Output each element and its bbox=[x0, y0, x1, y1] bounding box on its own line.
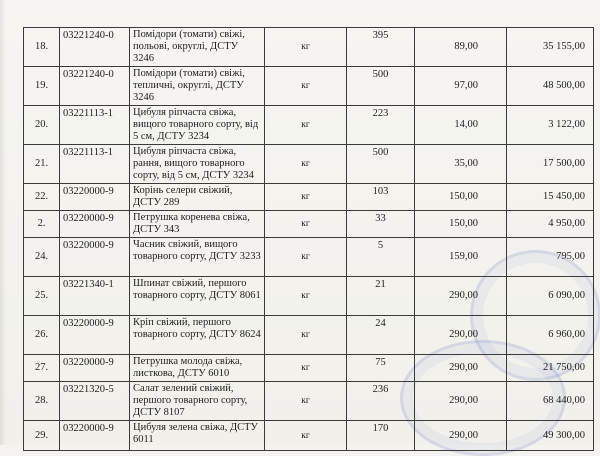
price-cell: 150,00 bbox=[415, 184, 507, 211]
price-cell: 97,00 bbox=[415, 67, 507, 106]
row-number-cell: 2. bbox=[24, 211, 60, 238]
total-cell: 3 122,00 bbox=[507, 106, 594, 145]
unit-cell: кг bbox=[265, 184, 347, 211]
table-row bbox=[24, 211, 594, 238]
unit-cell: кг bbox=[265, 106, 347, 145]
product-name-cell: Петрушка молода свіжа, листкова, ДСТУ 6010 bbox=[130, 355, 265, 382]
total-cell: 795,00 bbox=[507, 238, 594, 277]
product-name-cell: Помідори (томати) свіжі, тепличні, округлі, ДСТУ 3246 bbox=[130, 67, 265, 106]
dk-code-cell: 03220000-9 bbox=[60, 184, 130, 211]
quantity-cell: 223 bbox=[347, 106, 415, 145]
products-table bbox=[23, 27, 594, 451]
table-row bbox=[24, 106, 594, 145]
price-cell: 35,00 bbox=[415, 145, 507, 184]
product-name-cell: Цибуля зелена свіжа, ДСТУ 6011 bbox=[130, 421, 265, 451]
unit-cell: кг bbox=[265, 277, 347, 316]
product-name-cell: Шпинат свіжий, першого товарного сорту, ДСТУ 8061 bbox=[130, 277, 265, 316]
price-cell: 159,00 bbox=[415, 238, 507, 277]
table-row bbox=[24, 67, 594, 106]
total-cell: 4 950,00 bbox=[507, 211, 594, 238]
row-number-cell: 18. bbox=[24, 28, 60, 67]
table-row bbox=[24, 421, 594, 451]
total-cell: 6 960,00 bbox=[507, 316, 594, 355]
unit-cell: кг bbox=[265, 28, 347, 67]
price-cell: 290,00 bbox=[415, 421, 507, 451]
product-name-cell: Цибуля ріпчаста свіжа, вищого товарного сорту, від 5 см, ДСТУ 3234 bbox=[130, 106, 265, 145]
table-body bbox=[24, 28, 594, 451]
row-number-cell: 29. bbox=[24, 421, 60, 451]
dk-code-cell: 03221320-5 bbox=[60, 382, 130, 421]
unit-cell: кг bbox=[265, 355, 347, 382]
dk-code-cell: 03220000-9 bbox=[60, 421, 130, 451]
quantity-cell: 21 bbox=[347, 277, 415, 316]
dk-code-cell: 03220000-9 bbox=[60, 238, 130, 277]
unit-cell: кг bbox=[265, 238, 347, 277]
quantity-cell: 500 bbox=[347, 67, 415, 106]
unit-cell: кг bbox=[265, 145, 347, 184]
total-cell: 15 450,00 bbox=[507, 184, 594, 211]
row-number-cell: 19. bbox=[24, 67, 60, 106]
price-cell: 14,00 bbox=[415, 106, 507, 145]
dk-code-cell: 03221113-1 bbox=[60, 106, 130, 145]
table-row bbox=[24, 184, 594, 211]
table-row bbox=[24, 277, 594, 316]
table-row bbox=[24, 145, 594, 184]
price-cell: 89,00 bbox=[415, 28, 507, 67]
row-number-cell: 21. bbox=[24, 145, 60, 184]
price-cell: 150,00 bbox=[415, 211, 507, 238]
quantity-cell: 5 bbox=[347, 238, 415, 277]
quantity-cell: 170 bbox=[347, 421, 415, 451]
total-cell: 68 440,00 bbox=[507, 382, 594, 421]
product-name-cell: Петрушка коренева свіжа, ДСТУ 343 bbox=[130, 211, 265, 238]
dk-code-cell: 03220000-9 bbox=[60, 316, 130, 355]
table-row bbox=[24, 238, 594, 277]
table-row bbox=[24, 355, 594, 382]
price-cell: 290,00 bbox=[415, 382, 507, 421]
product-name-cell: Корінь селери свіжий, ДСТУ 289 bbox=[130, 184, 265, 211]
unit-cell: кг bbox=[265, 421, 347, 451]
table-row bbox=[24, 316, 594, 355]
unit-cell: кг bbox=[265, 316, 347, 355]
page-shadow bbox=[0, 0, 6, 445]
table-row bbox=[24, 28, 594, 67]
unit-cell: кг bbox=[265, 211, 347, 238]
quantity-cell: 395 bbox=[347, 28, 415, 67]
dk-code-cell: 03220000-9 bbox=[60, 355, 130, 382]
total-cell: 35 155,00 bbox=[507, 28, 594, 67]
product-name-cell: Цибуля ріпчаста свіжа, рання, вищого товарного сорту, від 5 см, ДСТУ 3234 bbox=[130, 145, 265, 184]
product-name-cell: Помідори (томати) свіжі, польові, округлі, ДСТУ 3246 bbox=[130, 28, 265, 67]
table-row bbox=[24, 382, 594, 421]
row-number-cell: 26. bbox=[24, 316, 60, 355]
row-number-cell: 25. bbox=[24, 277, 60, 316]
quantity-cell: 236 bbox=[347, 382, 415, 421]
product-name-cell: Салат зелений свіжий, першого товарного сорту, ДСТУ 8107 bbox=[130, 382, 265, 421]
dk-code-cell: 03221340-1 bbox=[60, 277, 130, 316]
unit-cell: кг bbox=[265, 67, 347, 106]
row-number-cell: 22. bbox=[24, 184, 60, 211]
dk-code-cell: 03221240-0 bbox=[60, 28, 130, 67]
product-name-cell: Кріп свіжий, першого товарного сорту, ДСТУ 8624 bbox=[130, 316, 265, 355]
price-cell: 290,00 bbox=[415, 277, 507, 316]
row-number-cell: 28. bbox=[24, 382, 60, 421]
quantity-cell: 103 bbox=[347, 184, 415, 211]
product-name-cell: Часник свіжий, вищого товарного сорту, ДСТУ 3233 bbox=[130, 238, 265, 277]
row-number-cell: 20. bbox=[24, 106, 60, 145]
total-cell: 49 300,00 bbox=[507, 421, 594, 451]
quantity-cell: 75 bbox=[347, 355, 415, 382]
dk-code-cell: 03221113-1 bbox=[60, 145, 130, 184]
quantity-cell: 24 bbox=[347, 316, 415, 355]
total-cell: 21 750,00 bbox=[507, 355, 594, 382]
row-number-cell: 24. bbox=[24, 238, 60, 277]
quantity-cell: 33 bbox=[347, 211, 415, 238]
price-cell: 290,00 bbox=[415, 316, 507, 355]
dk-code-cell: 03220000-9 bbox=[60, 211, 130, 238]
dk-code-cell: 03221240-0 bbox=[60, 67, 130, 106]
total-cell: 48 500,00 bbox=[507, 67, 594, 106]
unit-cell: кг bbox=[265, 382, 347, 421]
quantity-cell: 500 bbox=[347, 145, 415, 184]
total-cell: 6 090,00 bbox=[507, 277, 594, 316]
total-cell: 17 500,00 bbox=[507, 145, 594, 184]
price-cell: 290,00 bbox=[415, 355, 507, 382]
row-number-cell: 27. bbox=[24, 355, 60, 382]
